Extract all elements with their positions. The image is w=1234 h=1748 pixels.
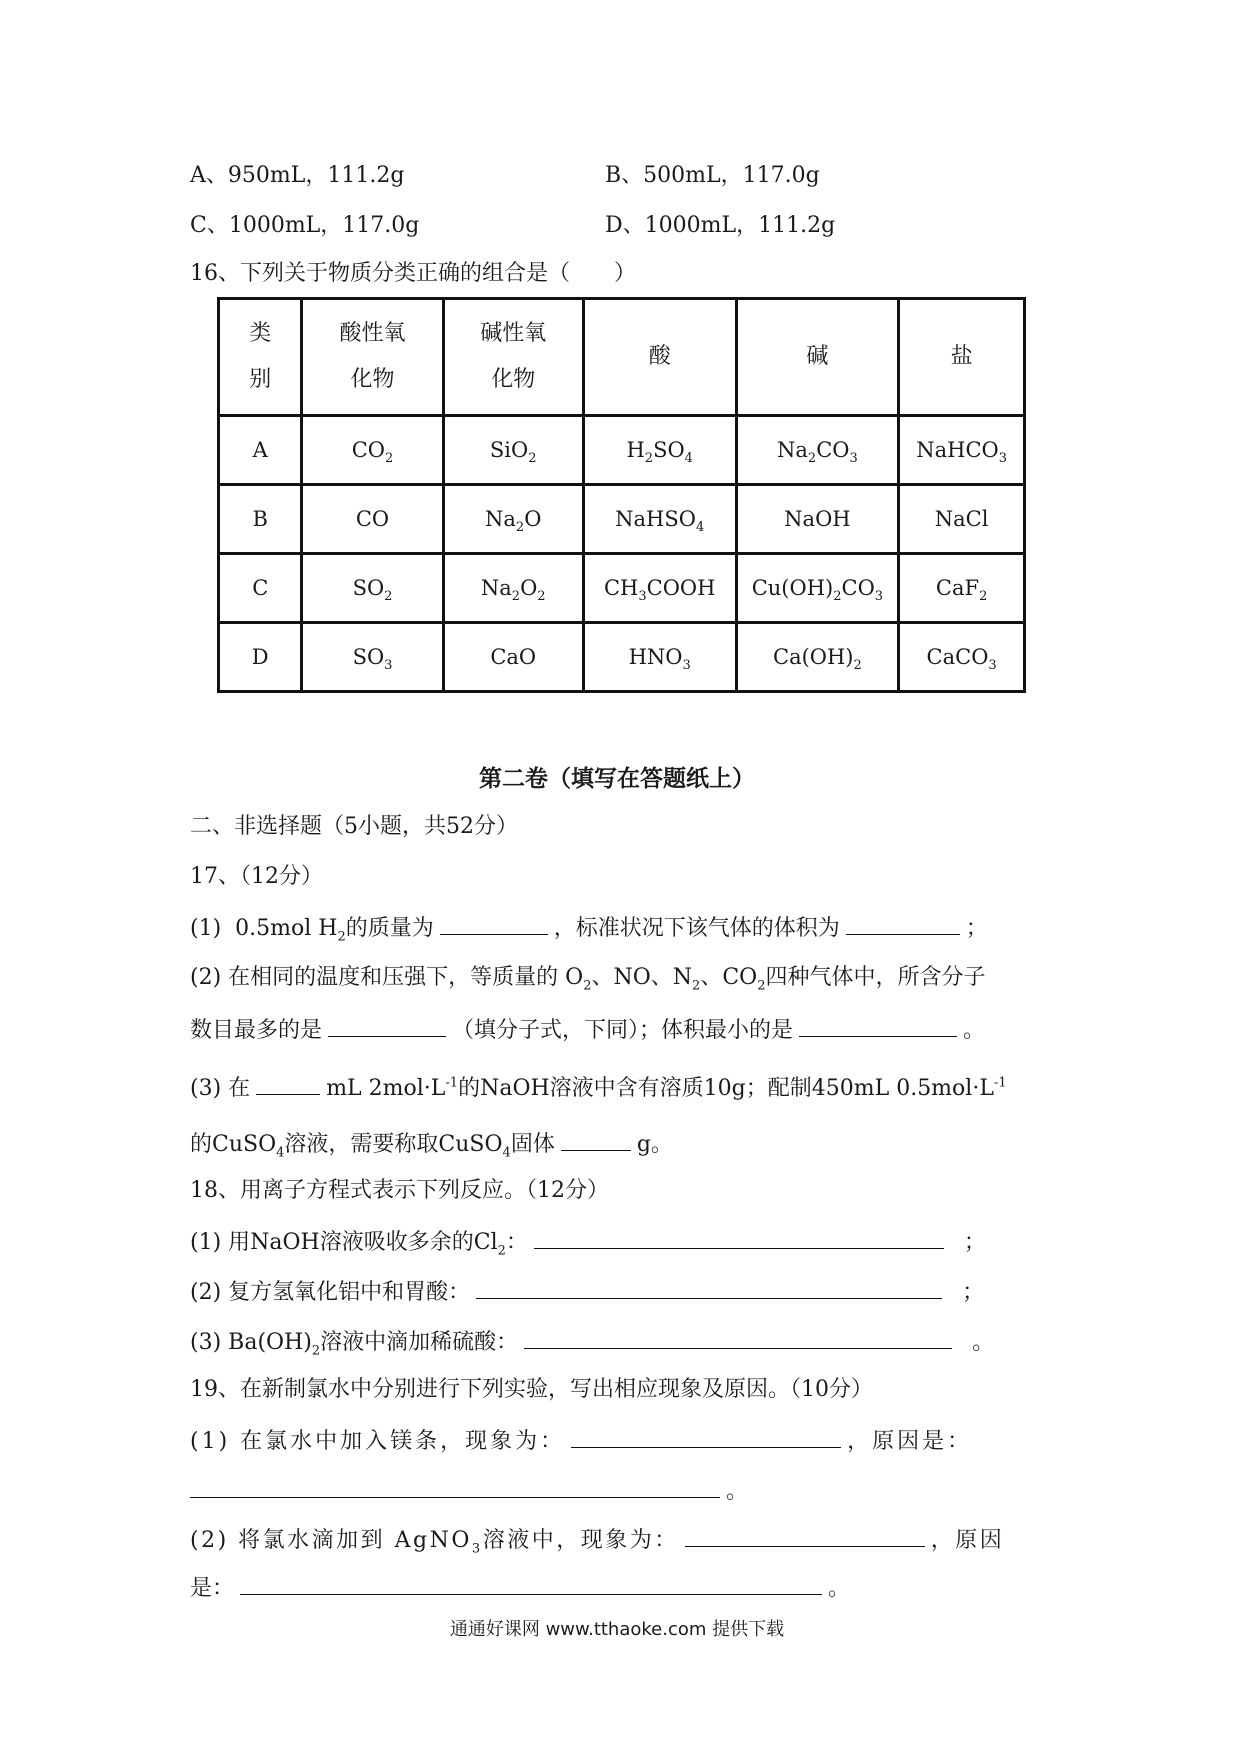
basic-oxide-cell: $Na_2O_2$ xyxy=(443,554,583,623)
option-d: D、1000mL，111.2g xyxy=(605,213,836,238)
row-label: B xyxy=(219,485,302,554)
basic-oxide-cell: $Na_2O$ xyxy=(443,485,583,554)
question-17-part-3-cont: 的CuSO$_4$溶液，需要称取CuSO$_4$固体 g。 xyxy=(190,1128,673,1160)
row-label: D xyxy=(219,623,302,692)
answer-blank xyxy=(534,1226,944,1249)
question-17-part-1: (1) 0.5mol $H_2$的质量为 ，标准状况下该气体的体积为 ； xyxy=(190,912,988,944)
question-19-part-2-cont: 是： 。 xyxy=(190,1572,850,1604)
answer-blank xyxy=(561,1128,631,1151)
answer-blank xyxy=(799,1014,957,1037)
answer-blank xyxy=(524,1326,952,1349)
answer-blank xyxy=(328,1014,446,1037)
header-acidic-oxide: 酸性氧 化物 xyxy=(302,299,443,416)
question-16: 16、下列关于物质分类正确的组合是（ ） xyxy=(190,261,636,286)
question-19-part-1: (1) 在氯水中加入镁条，现象为： ，原因是： xyxy=(190,1425,972,1457)
acid-cell: NaHSO$_4$ xyxy=(583,485,736,554)
salt-cell: NaCl xyxy=(899,485,1025,554)
base-cell: $Ca(OH)_2$ xyxy=(736,623,899,692)
salt-cell: NaHCO$_3$ xyxy=(899,416,1025,485)
acid-oxide-cell: $SO_3$ xyxy=(302,623,443,692)
row-label: A xyxy=(219,416,302,485)
answer-blank xyxy=(190,1475,720,1498)
base-cell: NaOH xyxy=(736,485,899,554)
header-acid: 酸 xyxy=(583,299,736,416)
header-salt: 盐 xyxy=(899,299,1025,416)
option-a: A、950mL，111.2g xyxy=(190,163,405,188)
table-header-row xyxy=(219,299,1025,416)
answer-blank xyxy=(440,912,548,935)
acid-oxide-cell: CO xyxy=(302,485,443,554)
acid-oxide-cell: $SO_2$ xyxy=(302,554,443,623)
question-18-part-2: (2) 复方氢氧化铝中和胃酸： ； xyxy=(190,1276,984,1308)
header-base: 碱 xyxy=(736,299,899,416)
table-row xyxy=(219,554,1025,623)
acid-cell: $CH_3COOH$ xyxy=(583,554,736,623)
basic-oxide-cell: CaO xyxy=(443,623,583,692)
question-17-part-3: (3) 在 mL $2mol\cdot L^{-1}$的NaOH溶液中含有溶质10g；配制450mL $0.5mol\cdot L^{-1}$ xyxy=(190,1072,1007,1104)
acid-oxide-cell: $CO_2$ xyxy=(302,416,443,485)
acid-cell: $H_2SO_4$ xyxy=(583,416,736,485)
answer-blank xyxy=(256,1072,320,1095)
salt-cell: CaCO$_3$ xyxy=(899,623,1025,692)
page-footer: 通通好课网 www.tthaoke.com 提供下载 xyxy=(449,1619,785,1640)
answer-blank xyxy=(571,1425,841,1448)
table-row xyxy=(219,485,1025,554)
base-cell: $Cu(OH)_2CO_3$ xyxy=(736,554,899,623)
basic-oxide-cell: SiO$_2$ xyxy=(443,416,583,485)
question-19-part-1-cont: 。 xyxy=(190,1475,748,1507)
table-row xyxy=(219,623,1025,692)
salt-cell: CaF$_2$ xyxy=(899,554,1025,623)
question-18-header: 18、用离子方程式表示下列反应。（12分） xyxy=(190,1178,609,1203)
option-c: C、1000mL，117.0g xyxy=(190,213,420,238)
answer-blank xyxy=(240,1572,822,1595)
table-row xyxy=(219,416,1025,485)
question-17-header: 17、（12分） xyxy=(190,864,323,889)
question-19-part-2: (2) 将氯水滴加到 AgNO$_3$溶液中，现象为： ，原因 xyxy=(190,1524,1004,1556)
row-label: C xyxy=(219,554,302,623)
header-basic-oxide: 碱性氧 化物 xyxy=(443,299,583,416)
base-cell: $Na_2CO_3$ xyxy=(736,416,899,485)
section-heading: 二、非选择题（5小题，共52分） xyxy=(190,814,518,839)
answer-blank xyxy=(685,1524,925,1547)
answer-blank xyxy=(476,1276,942,1299)
question-18-part-3: (3) $Ba(OH)_2$溶液中滴加稀硫酸： 。 xyxy=(190,1326,994,1358)
question-17-part-2-cont: 数目最多的是 （填分子式，下同）；体积最小的是 。 xyxy=(190,1014,985,1046)
section-title: 第二卷（填写在答题纸上） xyxy=(479,765,755,792)
classification-table xyxy=(217,297,1026,693)
question-17-part-2: (2) 在相同的温度和压强下，等质量的 $O_2$、NO、$N_2$、$CO_2$四种气体中，所含分子 xyxy=(190,965,986,994)
acid-cell: $HNO_3$ xyxy=(583,623,736,692)
question-18-part-1: (1) 用NaOH溶液吸收多余的$Cl_2$： ； xyxy=(190,1226,986,1258)
question-19-header: 19、在新制氯水中分别进行下列实验，写出相应现象及原因。（10分） xyxy=(190,1377,873,1402)
option-b: B、500mL，117.0g xyxy=(605,163,820,188)
header-category: 类 别 xyxy=(219,299,302,416)
answer-blank xyxy=(846,912,960,935)
